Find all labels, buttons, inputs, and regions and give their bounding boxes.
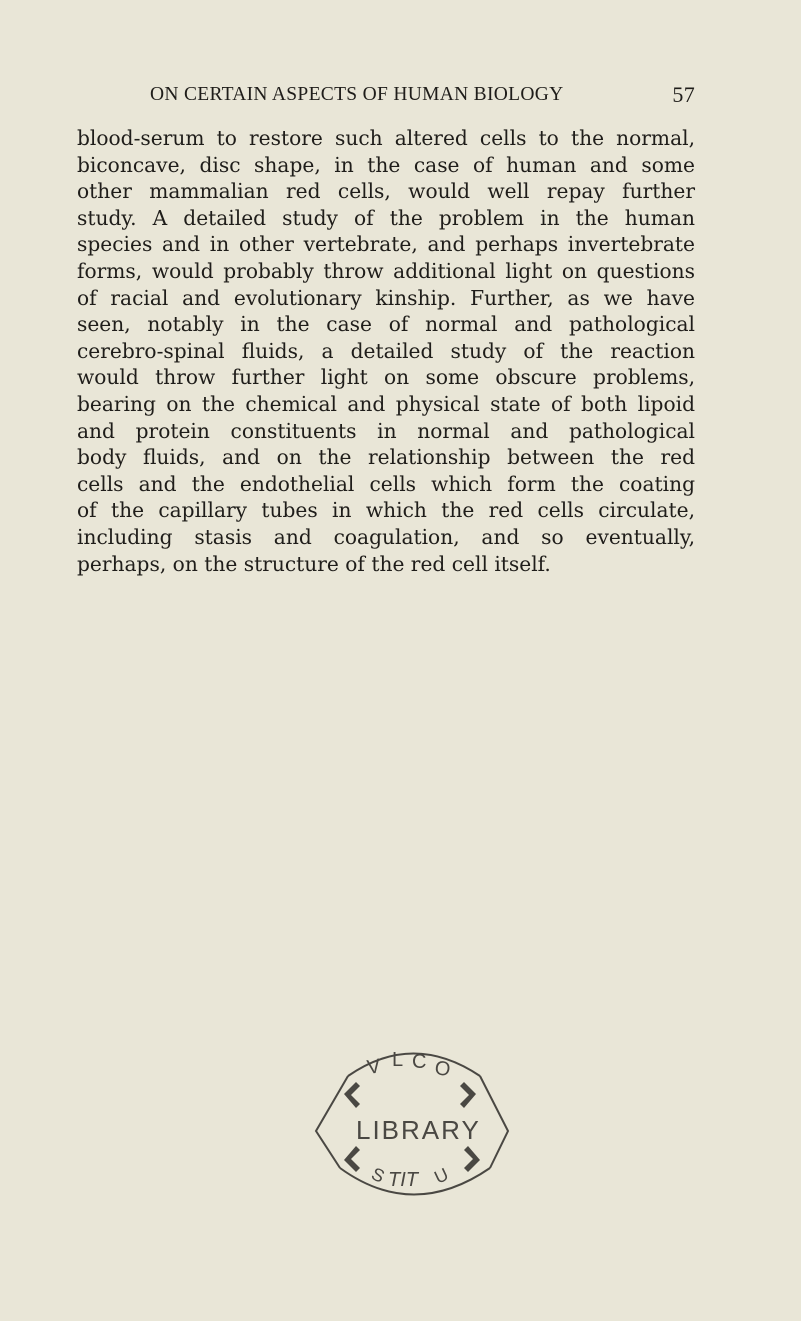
text-line: cerebro-spinal fluids, a detailed study of the reaction [77,338,695,363]
svg-text:O: O [433,1057,452,1082]
library-stamp-text: LIBRARY [356,1115,481,1145]
page-number: 57 [672,82,695,107]
text-line: cells and the endothelial cells which form the coating [77,471,695,496]
svg-text:S: S [368,1163,388,1187]
body-paragraph [77,125,695,577]
text-line: seen, notably in the case of normal and pathological [77,312,695,337]
text-line: study. A detailed study of the problem in the human [77,205,695,230]
text-line: would throw further light on some obscure problems, [77,365,695,390]
text-line: other mammalian red cells, would well repay further [77,179,695,204]
library-stamp [308,1036,518,1206]
svg-text:TIT: TIT [388,1169,418,1191]
text-line: forms, would probably throw additional light on questions [77,258,695,283]
text-line: biconcave, disc shape, in the case of human and some [77,152,695,177]
library-stamp-graphic [308,1036,518,1206]
text-line: body fluids, and on the relationship between the red [77,445,695,470]
running-head [150,84,695,108]
text-line: species and in other vertebrate, and perhaps invertebrate [77,232,695,257]
text-line: of the capillary tubes in which the red cells circulate, [77,498,695,523]
svg-text:C: C [412,1051,427,1073]
text-line: including stasis and coagulation, and so eventually, [77,524,695,549]
svg-text:U: U [431,1164,452,1188]
svg-text:V: V [365,1055,382,1079]
svg-text:L: L [392,1049,404,1071]
text-line: perhaps, on the structure of the red cell itself. [77,551,551,576]
text-line: blood-serum to restore such altered cells to the normal, [77,126,695,150]
text-line: and protein constituents in normal and pathological [77,418,695,443]
text-line: bearing on the chemical and physical state of both lipoid [77,391,695,416]
running-title: ON CERTAIN ASPECTS OF HUMAN BIOLOGY [150,84,564,105]
text-line: of racial and evolutionary kinship. Further, as we have [77,285,695,310]
